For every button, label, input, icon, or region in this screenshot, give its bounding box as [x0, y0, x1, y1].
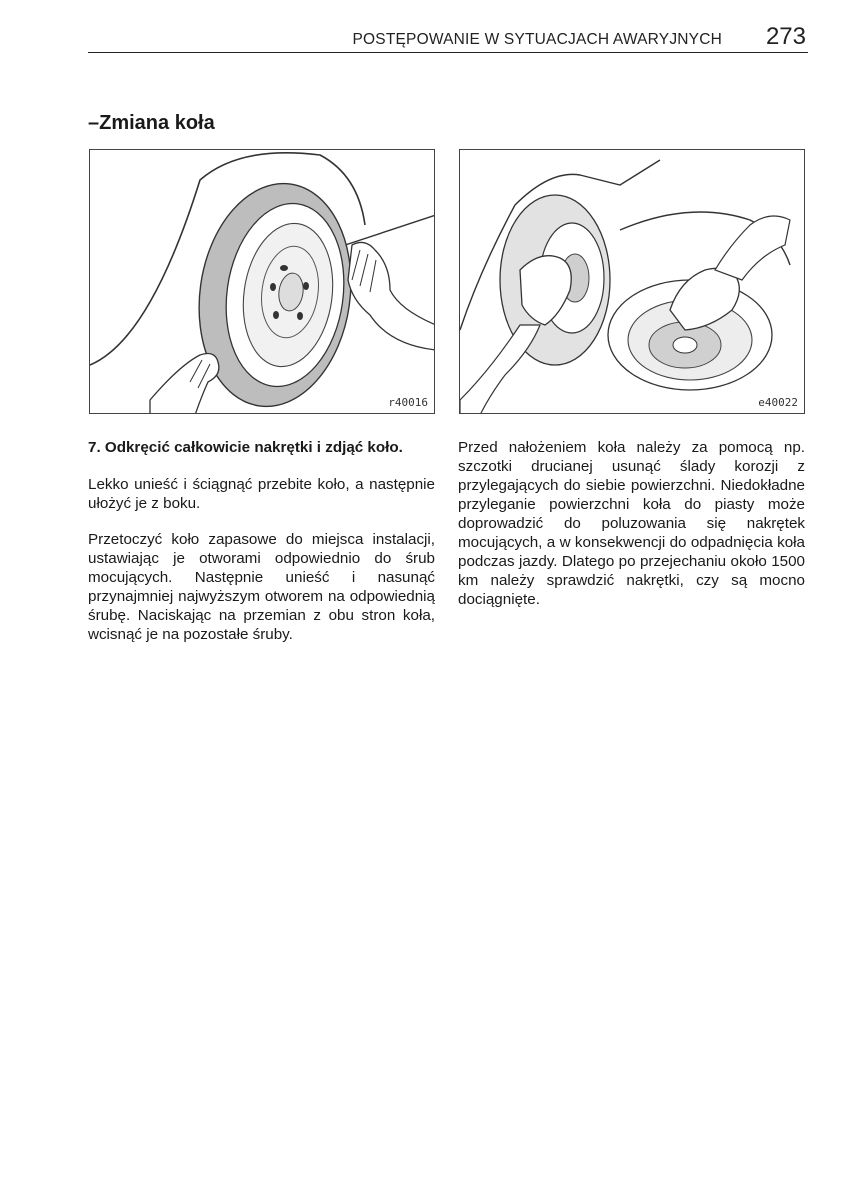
- step-heading: 7. Odkręcić całkowicie nakrętki i zdjąć koło.: [88, 439, 403, 456]
- wheel-removal-illustration-icon: [90, 150, 435, 414]
- page-number: 273: [765, 23, 806, 50]
- section-title: –Zmiana koła: [88, 112, 215, 134]
- left-column: [88, 438, 435, 661]
- hub-cleaning-illustration-icon: [460, 150, 805, 414]
- figure-wheel-removal: [89, 149, 435, 414]
- right-column: [458, 438, 805, 626]
- page-header: [88, 22, 808, 53]
- figure-code: r40016: [388, 396, 428, 409]
- paragraph: Lekko unieść i ściągnąć przebite koło, a następnie ułożyć je z boku.: [88, 476, 435, 512]
- paragraph: Przetoczyć koło zapasowe do miejsca instalacji, ustawiając je otworami odpowiednio do śrub mocujących. Następnie unieść i nasunąć przynajmniej najwyższym otworem na odpowiednią śrubę. Naciskając na przemian z obu stron koła, wcisnąć je na pozostałe śruby.: [88, 531, 435, 643]
- figure-hub-cleaning: [459, 149, 805, 414]
- figure-code: e40022: [758, 396, 798, 409]
- header-title: POSTĘPOWANIE W SYTUACJACH AWARYJNYCH: [352, 31, 722, 48]
- paragraph: Przed nałożeniem koła należy za pomocą np. szczotki drucianej usunąć ślady korozji z przylegających do siebie powierzchni. Niedokładne przyleganie powierzchni koła do piasty może doprowadzić do poluzowania się nakrętek mocujących, a w konsekwencji do odpadnięcia koła podczas jazdy. Dlatego po przejechaniu około 1500 km należy sprawdzić nakrętki, czy są mocno dociągnięte.: [458, 439, 805, 608]
